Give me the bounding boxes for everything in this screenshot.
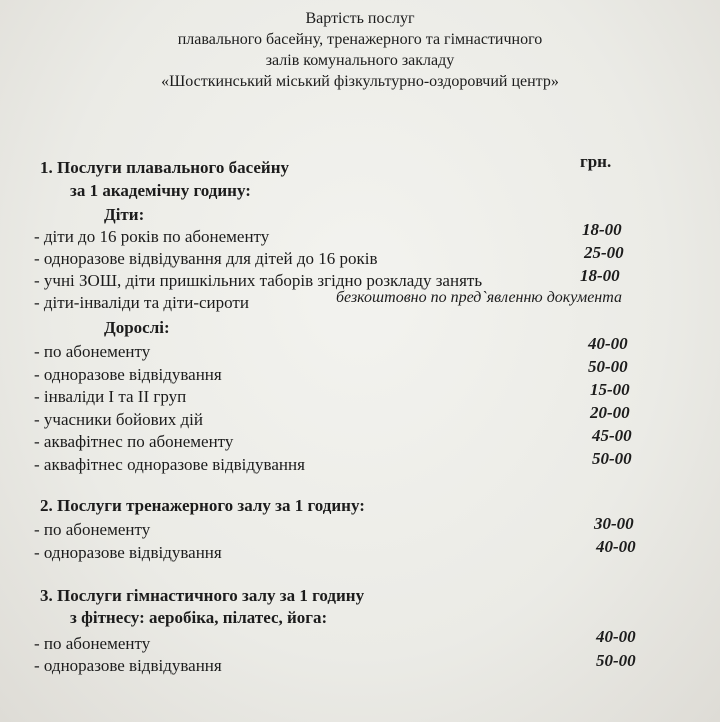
adults-item-4-price: 45-00 (592, 426, 632, 445)
doc-subtitle-2: залів комунального закладу (265, 52, 455, 69)
adults-item-5-label: - аквафітнес одноразове відвідування (34, 455, 305, 474)
adults-item-3-label: - учасники бойових дій (34, 410, 203, 429)
gymnastics-item-1-label: - одноразове відвідування (34, 656, 222, 675)
adults-item-1-price: 50-00 (588, 357, 628, 376)
adults-item-2-label: - інваліди І та ІІ груп (34, 387, 187, 406)
children-item-3-label: - діти-інваліди та діти-сироти (34, 293, 249, 312)
children-item-3-note: безкоштовно по пред`явленню документа (336, 289, 622, 306)
children-item-0-label: - діти до 16 років по абонементу (34, 227, 270, 246)
children-item-2-label: - учні ЗОШ, діти пришкільних таборів згідно розкладу занять (34, 271, 483, 290)
adults-item-2-price: 15-00 (590, 380, 630, 399)
children-item-1-label: - одноразове відвідування для дітей до 16 років (34, 249, 378, 268)
gymnastics-item-0-price: 40-00 (596, 627, 636, 646)
section3-subtitle: з фітнесу: аеробіка, пілатес, йога: (70, 608, 328, 627)
adults-item-5-price: 50-00 (592, 449, 632, 468)
gymnastics-item-1-price: 50-00 (596, 651, 636, 670)
gym-item-1-label: - одноразове відвідування (34, 543, 222, 562)
section2-title: 2. Послуги тренажерного залу за 1 годину: (40, 496, 365, 515)
currency-label: грн. (580, 152, 612, 171)
section3-title: 3. Послуги гімнастичного залу за 1 годину (40, 586, 365, 605)
adults-item-3-price: 20-00 (590, 403, 630, 422)
doc-subtitle-3: «Шосткинський міський фізкультурно-оздоровчий центр» (161, 73, 559, 90)
doc-title: Вартість послуг (305, 10, 415, 27)
adults-item-0-label: - по абонементу (34, 342, 151, 361)
gym-item-0-price: 30-00 (594, 514, 634, 533)
children-item-1-price: 25-00 (584, 243, 624, 262)
gymnastics-item-0-label: - по абонементу (34, 634, 151, 653)
doc-subtitle-1: плавального басейну, тренажерного та гімнастичного (177, 31, 543, 48)
adults-item-0-price: 40-00 (588, 334, 628, 353)
gym-item-1-price: 40-00 (596, 537, 636, 556)
adults-heading: Дорослі: (104, 318, 170, 337)
adults-item-1-label: - одноразове відвідування (34, 365, 222, 384)
section1-title: 1. Послуги плавального басейну (40, 158, 289, 177)
gym-item-0-label: - по абонементу (34, 520, 151, 539)
children-item-2-price: 18-00 (580, 266, 620, 285)
adults-item-4-label: - аквафітнес по абонементу (34, 432, 234, 451)
children-item-0-price: 18-00 (582, 220, 622, 239)
section1-subtitle: за 1 академічну годину: (70, 181, 251, 200)
children-heading: Діти: (104, 205, 145, 224)
